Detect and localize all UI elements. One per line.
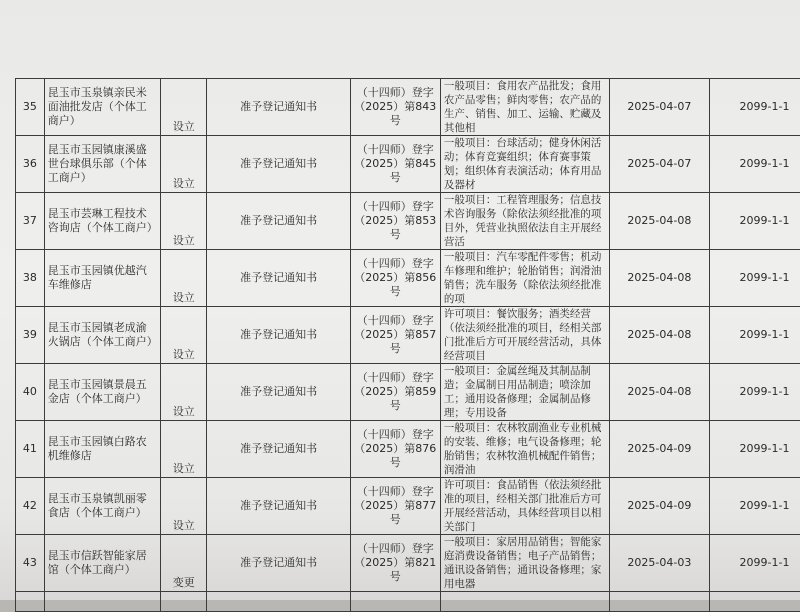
empty-cell bbox=[207, 592, 350, 612]
business-scope: 一般项目：农林牧副渔业专业机械的安装、维修；电气设备修理；轮胎销售；农林牧渔机械配件销售；润滑油 bbox=[440, 421, 609, 478]
document-number: （十四师）登字（2025）第876号 bbox=[350, 421, 440, 478]
table-row bbox=[16, 421, 800, 478]
entity-name: 昆玉市芸琳工程技术咨询店（个体工商户） bbox=[44, 193, 160, 250]
registration-type: 变更 bbox=[161, 535, 207, 592]
document-number: （十四师）登字（2025）第857号 bbox=[350, 307, 440, 364]
registration-type: 设立 bbox=[161, 364, 207, 421]
empty-cell bbox=[161, 592, 207, 612]
registration-type: 设立 bbox=[161, 421, 207, 478]
document-number: （十四师）登字（2025）第853号 bbox=[350, 193, 440, 250]
decision-date: 2025-04-03 bbox=[609, 535, 709, 592]
decision-date: 2025-04-08 bbox=[609, 364, 709, 421]
table-row bbox=[16, 307, 800, 364]
expiry-date: 2099-1-1 bbox=[709, 478, 800, 535]
registration-type: 设立 bbox=[161, 250, 207, 307]
entity-name: 昆玉市玉园镇景晨五金店（个体工商户） bbox=[44, 364, 160, 421]
row-number: 38 bbox=[16, 250, 45, 307]
entity-name: 昆玉市信跃智能家居馆（个体工商户） bbox=[44, 535, 160, 592]
row-number: 41 bbox=[16, 421, 45, 478]
table-row bbox=[16, 535, 800, 592]
document-type: 准予登记通知书 bbox=[207, 79, 350, 136]
row-number: 39 bbox=[16, 307, 45, 364]
table-row bbox=[16, 250, 800, 307]
business-scope: 一般项目：台球活动；健身休闲活动；体育竞赛组织；体育赛事策划；组织体育表演活动；体育用品及器材 bbox=[440, 136, 609, 193]
entity-name: 昆玉市玉园镇老成渝火锅店（个体工商户） bbox=[44, 307, 160, 364]
document-type: 准予登记通知书 bbox=[207, 478, 350, 535]
entity-name: 昆玉市玉泉镇亲民米面油批发店（个体工商户） bbox=[44, 79, 160, 136]
expiry-date: 2099-1-1 bbox=[709, 193, 800, 250]
decision-date: 2025-04-08 bbox=[609, 250, 709, 307]
expiry-date: 2099-1-1 bbox=[709, 364, 800, 421]
row-number: 42 bbox=[16, 478, 45, 535]
decision-date: 2025-04-09 bbox=[609, 421, 709, 478]
business-scope: 一般项目：工程管理服务；信息技术咨询服务（除依法须经批准的项目外，凭营业执照依法自主开展经营活 bbox=[440, 193, 609, 250]
document-type: 准予登记通知书 bbox=[207, 136, 350, 193]
document-type: 准予登记通知书 bbox=[207, 535, 350, 592]
expiry-date: 2099-1-1 bbox=[709, 250, 800, 307]
table-row bbox=[16, 193, 800, 250]
row-number: 35 bbox=[16, 79, 45, 136]
table-row bbox=[16, 136, 800, 193]
table-body bbox=[16, 79, 800, 612]
business-scope: 许可项目：餐饮服务；酒类经营（依法须经批准的项目，经相关部门批准后方可开展经营活动，具体经营项目 bbox=[440, 307, 609, 364]
row-number: 36 bbox=[16, 136, 45, 193]
entity-name: 昆玉市玉泉镇凯丽零食店（个体工商户） bbox=[44, 478, 160, 535]
empty-cell bbox=[440, 592, 609, 612]
document-type: 准予登记通知书 bbox=[207, 193, 350, 250]
document-number: （十四师）登字（2025）第843号 bbox=[350, 79, 440, 136]
row-number: 40 bbox=[16, 364, 45, 421]
business-scope: 一般项目：金属丝绳及其制品制造；金属制日用品制造；喷涂加工；通用设备修理；金属制品修理；专用设备 bbox=[440, 364, 609, 421]
business-scope: 一般项目：食用农产品批发；食用农产品零售；鲜肉零售；农产品的生产、销售、加工、运输、贮藏及其他相 bbox=[440, 79, 609, 136]
empty-cell bbox=[350, 592, 440, 612]
document-number: （十四师）登字（2025）第877号 bbox=[350, 478, 440, 535]
registration-table bbox=[15, 78, 800, 612]
document-number: （十四师）登字（2025）第821号 bbox=[350, 535, 440, 592]
table-row bbox=[16, 364, 800, 421]
expiry-date: 2099-1-1 bbox=[709, 79, 800, 136]
empty-cell bbox=[44, 592, 160, 612]
table-row bbox=[16, 478, 800, 535]
document-number: （十四师）登字（2025）第845号 bbox=[350, 136, 440, 193]
business-scope: 一般项目：汽车零配件零售；机动车修理和维护；轮胎销售；润滑油销售；洗车服务（除依法须经批准的项 bbox=[440, 250, 609, 307]
entity-name: 昆玉市玉园镇优越汽车维修店 bbox=[44, 250, 160, 307]
business-scope: 一般项目：家居用品销售；智能家庭消费设备销售；电子产品销售；通讯设备销售；通讯设备修理；家用电器 bbox=[440, 535, 609, 592]
decision-date: 2025-04-08 bbox=[609, 193, 709, 250]
registration-type: 设立 bbox=[161, 79, 207, 136]
expiry-date: 2099-1-1 bbox=[709, 136, 800, 193]
empty-cell bbox=[16, 592, 45, 612]
document-type: 准予登记通知书 bbox=[207, 421, 350, 478]
document-number: （十四师）登字（2025）第856号 bbox=[350, 250, 440, 307]
row-number: 43 bbox=[16, 535, 45, 592]
document-type: 准予登记通知书 bbox=[207, 307, 350, 364]
decision-date: 2025-04-07 bbox=[609, 79, 709, 136]
expiry-date: 2099-1-1 bbox=[709, 421, 800, 478]
document-type: 准予登记通知书 bbox=[207, 364, 350, 421]
decision-date: 2025-04-09 bbox=[609, 478, 709, 535]
registration-type: 设立 bbox=[161, 307, 207, 364]
row-number: 37 bbox=[16, 193, 45, 250]
empty-cell bbox=[709, 592, 800, 612]
registration-type: 设立 bbox=[161, 136, 207, 193]
empty-cell bbox=[609, 592, 709, 612]
expiry-date: 2099-1-1 bbox=[709, 535, 800, 592]
document-type: 准予登记通知书 bbox=[207, 250, 350, 307]
entity-name: 昆玉市玉园镇白路农机维修店 bbox=[44, 421, 160, 478]
empty-table-row bbox=[16, 592, 800, 612]
registration-type: 设立 bbox=[161, 478, 207, 535]
entity-name: 昆玉市玉园镇康溪盛世台球俱乐部（个体工商户） bbox=[44, 136, 160, 193]
document-number: （十四师）登字（2025）第859号 bbox=[350, 364, 440, 421]
decision-date: 2025-04-07 bbox=[609, 136, 709, 193]
business-scope: 许可项目：食品销售（依法须经批准的项目，经相关部门批准后方可开展经营活动，具体经营项目以相关部门 bbox=[440, 478, 609, 535]
table-row bbox=[16, 79, 800, 136]
decision-date: 2025-04-08 bbox=[609, 307, 709, 364]
expiry-date: 2099-1-1 bbox=[709, 307, 800, 364]
registration-type: 设立 bbox=[161, 193, 207, 250]
